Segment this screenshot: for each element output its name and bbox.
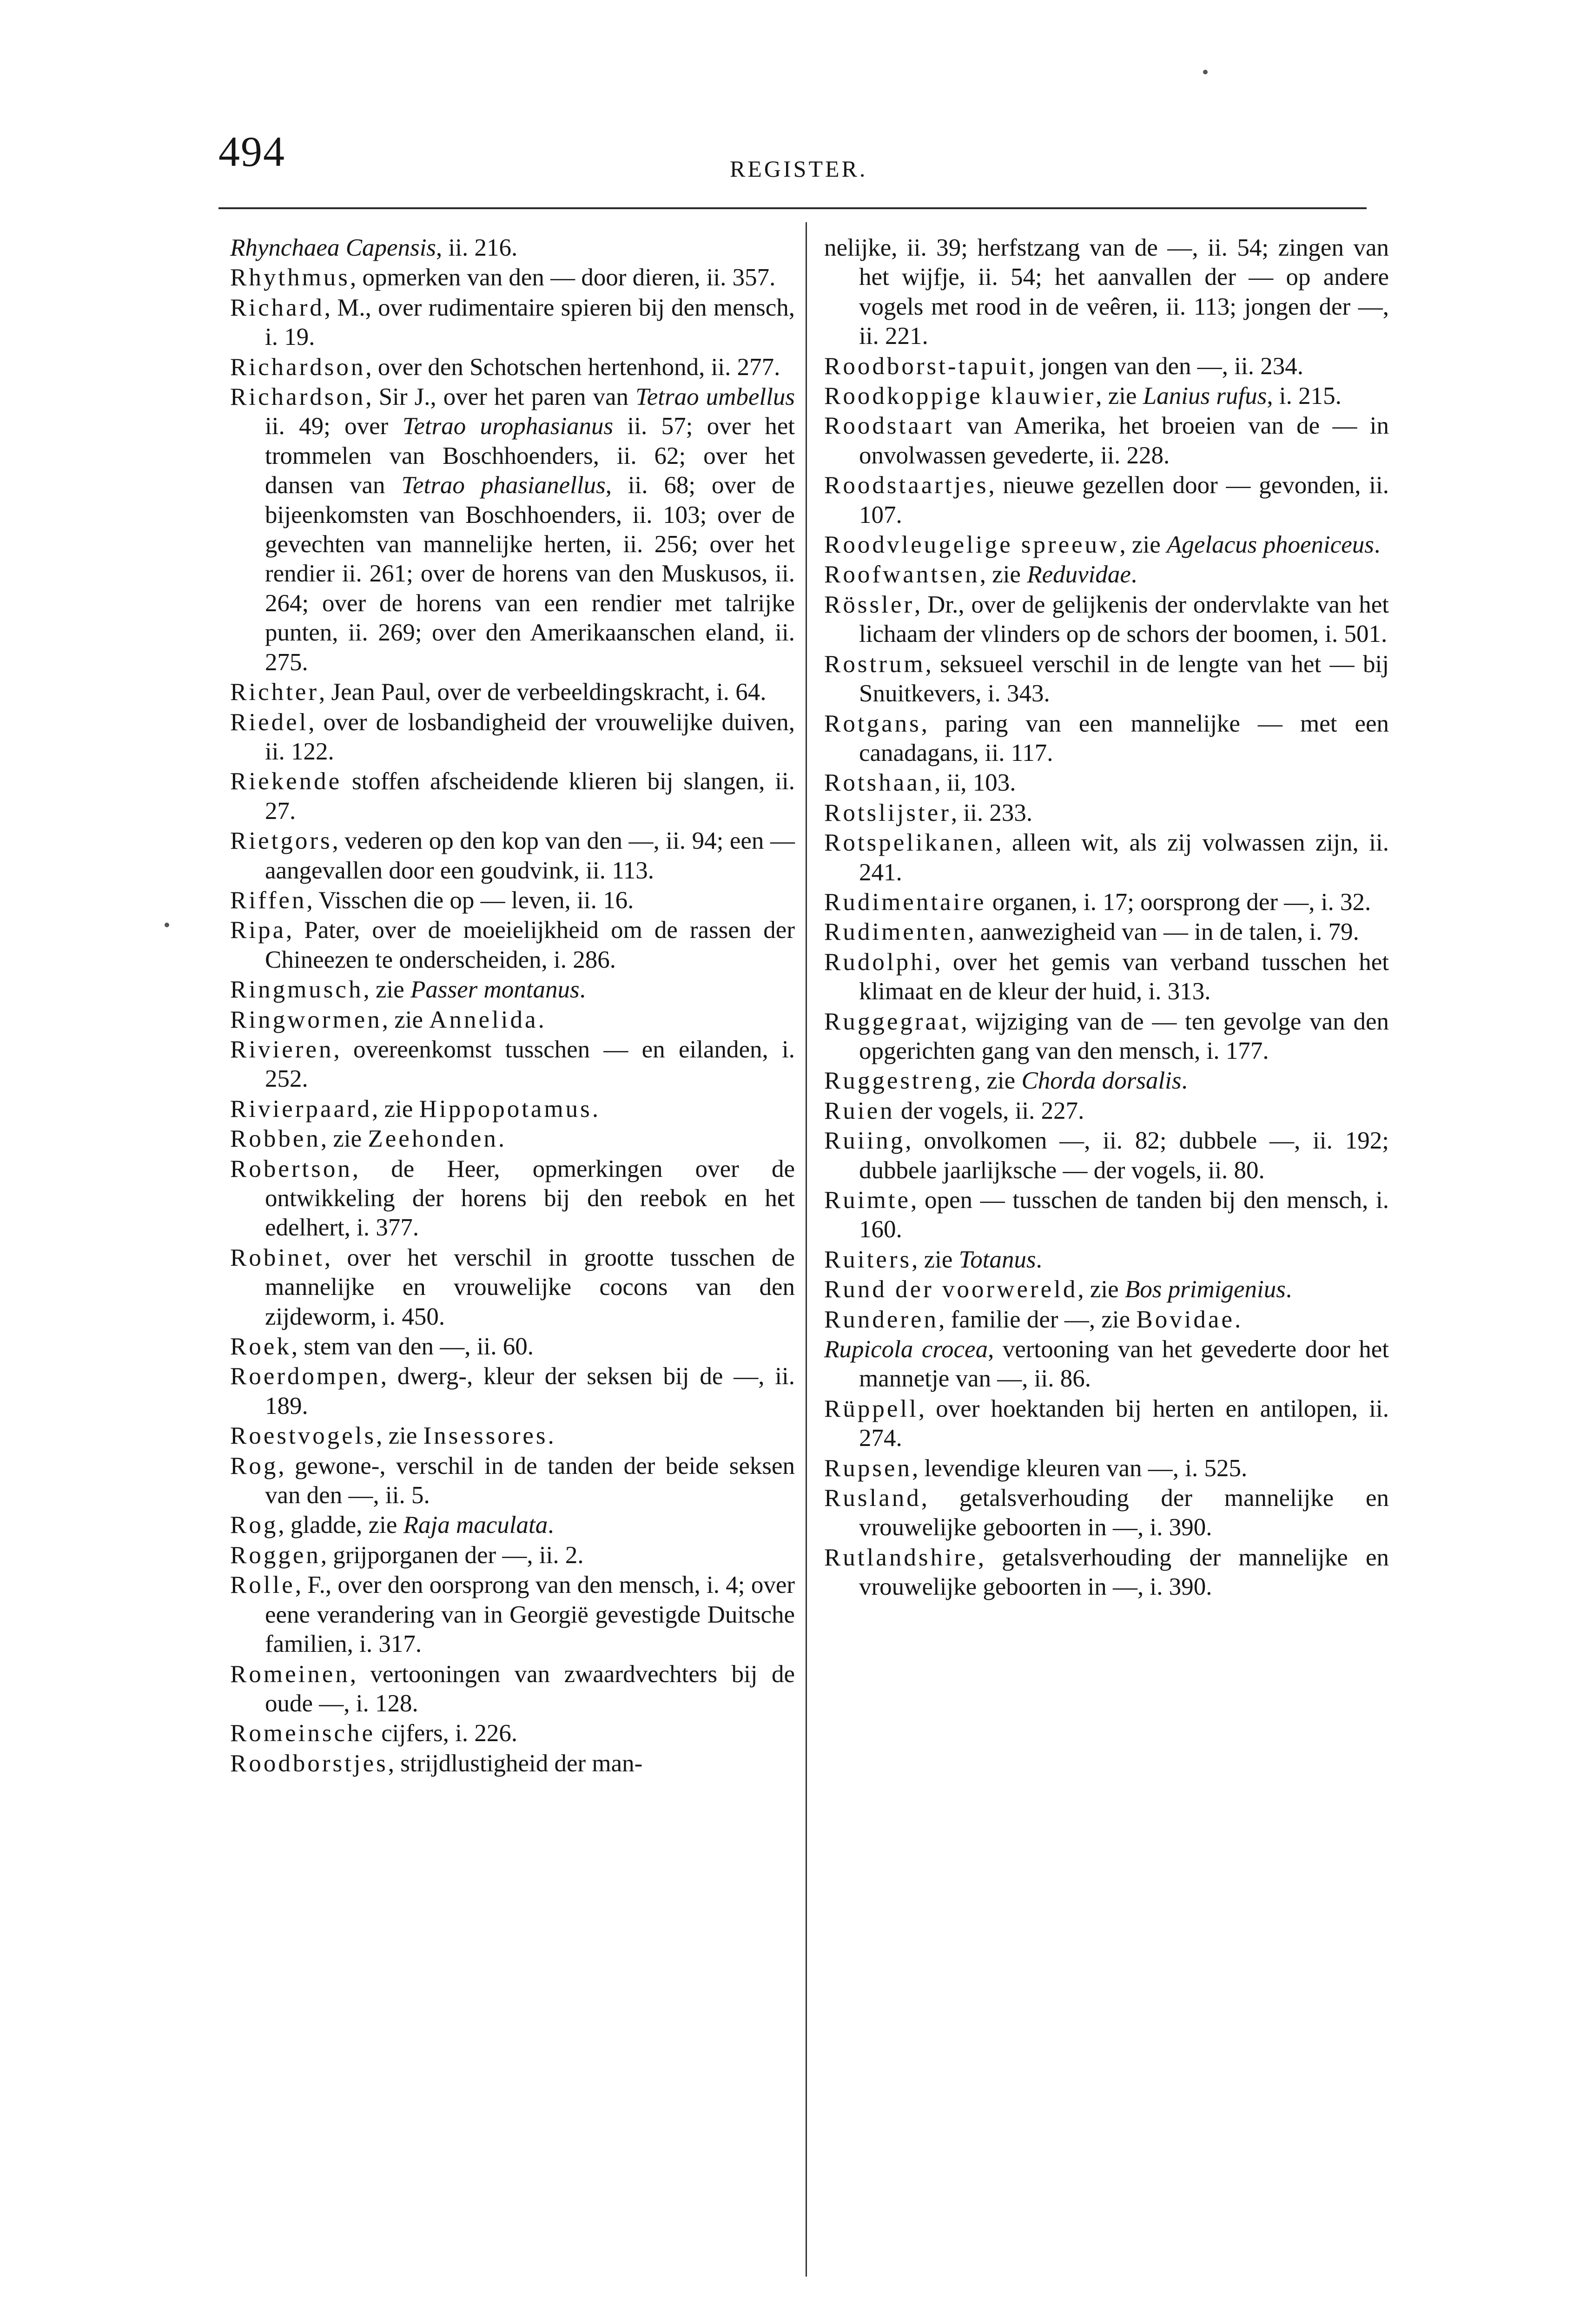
entry-italic-term: Totanus — [958, 1246, 1036, 1273]
entry-headword: Robben — [230, 1125, 321, 1153]
entry-text: , levendige kleuren van —, i. 525. — [912, 1454, 1248, 1482]
index-entry — [230, 1124, 795, 1154]
entry-headword: Riedel — [230, 708, 309, 736]
index-entry — [230, 263, 795, 292]
entry-headword: Ruimte — [824, 1187, 911, 1214]
index-entry — [824, 1186, 1389, 1245]
index-entry — [824, 799, 1389, 828]
entry-headword: Roofwantsen — [824, 561, 980, 588]
entry-text: , stem van den —, ii. 60. — [291, 1333, 534, 1360]
entry-headword: Rusland — [824, 1485, 921, 1512]
entry-text: , overeenkomst tusschen — en eilanden, i. 252. — [265, 1036, 795, 1093]
entry-headword: Riffen — [230, 886, 307, 914]
index-entry — [824, 948, 1389, 1007]
entry-headword: Ruiters — [824, 1246, 912, 1273]
entry-headword: Richter — [230, 679, 319, 706]
entry-text: , vederen op den kop van den —, ii. 94; een — aangevallen door een goudvink, ii. 113. — [265, 827, 795, 884]
entry-headword: Runderen — [824, 1306, 939, 1333]
index-entry — [230, 678, 795, 707]
entry-text: der vogels, ii. 227. — [894, 1097, 1084, 1124]
entry-headword: Rietgors — [230, 827, 332, 855]
entry-text: , opmerken van den — door dieren, ii. 357. — [350, 264, 776, 291]
entry-text: , zie — [974, 1067, 1022, 1095]
entry-text: ii. 57; over het trommelen van Boschhoenders, ii. 62; over het dansen van — [265, 413, 795, 499]
entry-text: , zie — [979, 561, 1027, 588]
entry-headword: Roodborst-tapuit — [824, 352, 1029, 380]
entry-headword: Ruiing — [824, 1127, 905, 1155]
index-entry — [230, 1005, 795, 1035]
index-entry — [230, 975, 795, 1004]
entry-headword: Ruggestreng — [824, 1067, 974, 1095]
entry-text: . — [1285, 1276, 1292, 1303]
index-entry — [824, 590, 1389, 649]
entry-text: , wijziging van de — ten gevolge van den opgerichten gang van den mensch, i. 177. — [859, 1008, 1389, 1064]
index-entry — [230, 293, 795, 352]
entry-text: cijfers, i. 226. — [375, 1720, 518, 1747]
entry-text: . — [592, 1095, 599, 1122]
entry-italic-term: Bos primigenius — [1124, 1276, 1286, 1303]
index-entry — [230, 1155, 795, 1243]
index-entry — [230, 383, 795, 677]
entry-text: , F., over den oorsprong van den mensch, i. 4; over eene verandering van in Georgië gevestigde Duitsche familien, i. 317. — [265, 1571, 795, 1658]
entry-text: , over het gemis van verband tusschen het klimaat en de kleur der huid, i. 313. — [859, 948, 1389, 1005]
entry-text: , zie — [1077, 1276, 1125, 1303]
entry-text: , ii. 68; over de bijeenkomsten van Boschhoenders, ii. 103; over de gevechten van mannelijke herten, ii. 256; over het rendier ii. 261; over de horens van den Muskusos, ii. 264; over de horens van een rendier met talrijke punten, ii. 269; over den Amerikaanschen eland, ii. 275. — [265, 472, 795, 676]
index-entry — [824, 560, 1389, 589]
index-entry — [824, 1275, 1389, 1304]
entry-italic-term: Tetrao phasianellus — [401, 472, 606, 499]
entry-headword: Rutlandshire — [824, 1544, 978, 1571]
entry-text: , dwerg-, kleur der seksen bij de —, ii. 189. — [265, 1363, 795, 1419]
entry-text: , zie — [372, 1095, 419, 1122]
entry-text: , ii. 216. — [436, 234, 518, 261]
entry-text: , ii. 233. — [951, 799, 1033, 826]
entry-headword: Hippopotamus — [419, 1095, 592, 1122]
entry-headword: Rudolphi — [824, 948, 935, 976]
entry-headword: Rund der voorwereld — [824, 1276, 1078, 1303]
index-entry — [230, 1660, 795, 1719]
index-entry — [824, 1126, 1389, 1185]
entry-text: . — [548, 1512, 554, 1539]
index-entry — [230, 1035, 795, 1094]
entry-headword: Roodborstjes — [230, 1750, 388, 1777]
index-entry — [824, 828, 1389, 887]
entry-italic-term: Chorda dorsalis — [1021, 1067, 1182, 1095]
index-entry — [230, 1332, 795, 1361]
index-entry — [230, 353, 795, 382]
index-entry — [824, 471, 1389, 530]
entry-italic-term: Lanius rufus — [1143, 383, 1267, 410]
entry-text: , onvolkomen —, ii. 82; dubbele —, ii. 192; dubbele jaarlijksche — der vogels, ii. 80. — [859, 1127, 1389, 1184]
entry-text: . — [1234, 1306, 1241, 1333]
entry-headword: Richardson — [230, 353, 366, 381]
entry-text: , jongen van den —, ii. 234. — [1028, 352, 1303, 380]
index-entry — [824, 530, 1389, 560]
index-entry — [230, 1749, 795, 1778]
index-entry — [230, 1511, 795, 1540]
entry-italic-term: Passer montanus — [410, 976, 580, 1004]
index-entry — [824, 888, 1389, 917]
entry-headword: Roodstaartjes — [824, 472, 989, 499]
entry-text: , over de losbandigheid der vrouwelijke duiven, ii. 122. — [265, 708, 795, 765]
index-entry — [230, 1541, 795, 1570]
entry-text: , over den Schotschen hertenhond, ii. 277. — [365, 353, 780, 381]
entry-text: , zie — [382, 1006, 430, 1033]
entry-headword: Romeinen — [230, 1660, 350, 1688]
entry-headword: Rüppell — [824, 1395, 919, 1422]
entry-text: , alleen wit, als zij volwassen zijn, ii. 241. — [859, 829, 1389, 886]
entry-headword: Rupsen — [824, 1454, 912, 1482]
entry-headword: Ringmusch — [230, 976, 364, 1004]
entry-text: . — [1130, 561, 1137, 588]
entry-text: , getalsverhouding der mannelijke en vrouwelijke geboorten in —, i. 390. — [859, 1544, 1389, 1601]
index-entry — [230, 1095, 795, 1124]
entry-text: , paring van een mannelijke — met een canadagans, ii. 117. — [859, 710, 1389, 766]
index-entry — [230, 886, 795, 915]
index-entry — [230, 826, 795, 885]
entry-headword: Roodkoppige klauwier — [824, 383, 1096, 410]
index-entry — [824, 382, 1389, 411]
entry-italic-term: Tetrao umbellus — [635, 383, 795, 411]
entry-headword: Roestvogels — [230, 1422, 377, 1450]
entry-headword: Rotslijster — [824, 799, 951, 826]
entry-text: , zie — [1096, 383, 1143, 410]
index-entry — [230, 708, 795, 767]
entry-text: , over het verschil in grootte tusschen de mannelijke en vrouwelijke cocons van den zijdeworm, i. 450. — [265, 1244, 795, 1330]
entry-text: , zie — [376, 1422, 423, 1450]
index-entry — [824, 1335, 1389, 1394]
index-entry — [230, 233, 795, 263]
entry-text: . — [579, 976, 586, 1004]
entry-text: stoffen afscheidende klieren bij slangen, ii. 27. — [265, 768, 795, 825]
index-entry — [824, 352, 1389, 381]
entry-headword: Romeinsche — [230, 1720, 375, 1747]
entry-text: organen, i. 17; oorsprong der —, i. 32. — [986, 888, 1371, 916]
index-entry — [824, 1007, 1389, 1066]
entry-text: van Amerika, het broeien van de — in onvolwassen gevederte, ii. 228. — [859, 412, 1389, 469]
running-title: REGISTER. — [730, 156, 868, 182]
entry-text: . — [538, 1006, 544, 1033]
entry-headword: Richardson — [230, 383, 366, 411]
page-number: 494 — [218, 128, 285, 175]
index-entry — [824, 1454, 1389, 1483]
entry-text: , Pater, over de moeielijkheid om de rassen der Chineezen te onderscheiden, i. 286. — [265, 917, 795, 973]
entry-text: , gladde, zie — [278, 1512, 403, 1539]
entry-text: . — [548, 1422, 554, 1450]
entry-headword: Richard — [230, 294, 324, 321]
entry-headword: Rolle — [230, 1571, 295, 1599]
entry-text: . — [1181, 1067, 1188, 1095]
entry-headword: Rössler — [824, 591, 914, 618]
entry-headword: Rudimentaire — [824, 888, 986, 916]
entry-text: , ii, 103. — [934, 769, 1016, 797]
entry-italic-term: Rhynchaea Capensis — [230, 234, 436, 261]
index-entry — [824, 1305, 1389, 1334]
index-entry — [230, 767, 795, 826]
entry-headword: Ringwormen — [230, 1006, 382, 1033]
entry-text: , M., over rudimentaire spieren bij den mensch, i. 19. — [265, 294, 795, 351]
entry-text: nelijke, ii. 39; herfstzang van de —, ii. 54; zingen van het wijfje, ii. 54; het aanvallen der — op andere vogels met rood in de veêren, ii. 113; jongen der —, ii. 221. — [824, 234, 1389, 350]
entry-italic-term: Reduvidae — [1027, 561, 1131, 588]
entry-text: . — [1374, 531, 1381, 559]
entry-italic-term: Raja maculata — [403, 1512, 548, 1539]
index-entry — [824, 1484, 1389, 1543]
entry-headword: Riekende — [230, 768, 342, 795]
index-entry — [824, 1394, 1389, 1453]
entry-headword: Rivierpaard — [230, 1095, 372, 1122]
entry-text: , familie der —, zie — [939, 1306, 1137, 1333]
paper-speck — [1203, 70, 1208, 74]
index-entry — [230, 1362, 795, 1421]
entry-text: , vertooning van het gevederte door het mannetje van —, ii. 86. — [859, 1336, 1389, 1393]
paper-speck — [165, 923, 169, 927]
entry-text: , strijdlustigheid der man- — [388, 1750, 643, 1777]
entry-headword: Annelida — [429, 1006, 538, 1033]
entry-headword: Bovidae — [1136, 1306, 1235, 1333]
index-column-right — [824, 233, 1389, 1603]
index-entry — [824, 1096, 1389, 1126]
entry-headword: Ruien — [824, 1097, 895, 1124]
entry-text: , nieuwe gezellen door — gevonden, ii. 107. — [859, 472, 1389, 528]
entry-italic-term: Agelacus phoeniceus — [1166, 531, 1374, 559]
index-entry — [230, 1571, 795, 1659]
entry-headword: Rog — [230, 1452, 278, 1479]
entry-text: , zie — [1119, 531, 1167, 559]
index-entry — [824, 411, 1389, 470]
entry-text: ii. 49; over — [265, 413, 403, 440]
entry-text: , over hoektanden bij herten en antilopen, ii. 274. — [859, 1395, 1389, 1452]
entry-headword: Rotspelikanen — [824, 829, 996, 857]
index-entry — [824, 1543, 1389, 1602]
entry-text: , Dr., over de gelijkenis der ondervlakte van het lichaam der vlinders op de schors der boomen, i. 501. — [859, 591, 1389, 648]
entry-text: , open — tusschen de tanden bij den mensch, i. 160. — [859, 1187, 1389, 1243]
index-entry — [824, 768, 1389, 798]
entry-text: , aanwezigheid van — in de talen, i. 79. — [968, 918, 1359, 946]
entry-headword: Rhythmus — [230, 264, 350, 291]
entry-italic-term: Tetrao urophasianus — [402, 413, 614, 440]
entry-text: , i. 215. — [1267, 383, 1342, 410]
entry-headword: Rotshaan — [824, 769, 935, 797]
entry-headword: Roodstaart — [824, 412, 954, 440]
entry-text: , Sir J., over het paren van — [365, 383, 636, 411]
index-entry — [230, 1243, 795, 1332]
column-divider — [806, 222, 807, 2277]
entry-headword: Rotgans — [824, 710, 921, 737]
index-entry — [824, 233, 1389, 351]
entry-headword: Roodvleugelige spreeuw — [824, 531, 1120, 559]
entry-headword: Zeehonden — [368, 1125, 498, 1153]
entry-text: . — [498, 1125, 505, 1153]
entry-headword: Insessores — [423, 1422, 548, 1450]
entry-text: , Jean Paul, over de verbeeldingskracht, i. 64. — [319, 679, 767, 706]
entry-headword: Rudimenten — [824, 918, 968, 946]
index-column-left — [230, 233, 795, 1779]
entry-text: , gewone-, verschil in de tanden der beide seksen van den —, ii. 5. — [265, 1452, 795, 1509]
entry-headword: Roek — [230, 1333, 291, 1360]
index-entry — [824, 709, 1389, 768]
entry-text: , getalsverhouding der mannelijke en vrouwelijke geboorten in —, i. 390. — [859, 1485, 1389, 1541]
index-entry — [824, 650, 1389, 709]
entry-text: , zie — [320, 1125, 368, 1153]
entry-headword: Roggen — [230, 1541, 321, 1569]
entry-text: , seksueel verschil in de lengte van het — bij Snuitkevers, i. 343. — [859, 650, 1389, 707]
entry-text: . — [1036, 1246, 1042, 1273]
entry-text: , grijporganen der —, ii. 2. — [320, 1541, 584, 1569]
entry-headword: Roerdompen — [230, 1363, 381, 1390]
entry-text: , vertooningen van zwaardvechters bij de oude —, i. 128. — [265, 1660, 795, 1717]
index-entry — [230, 1719, 795, 1748]
entry-italic-term: Rupicola crocea — [824, 1336, 988, 1363]
entry-text: , Visschen die op — leven, ii. 16. — [306, 886, 634, 914]
entry-headword: Rog — [230, 1512, 278, 1539]
entry-headword: Robertson — [230, 1155, 352, 1182]
index-entry — [824, 1245, 1389, 1274]
entry-headword: Rostrum — [824, 650, 925, 678]
index-entry — [230, 1452, 795, 1511]
header-rule — [218, 207, 1367, 209]
entry-headword: Ruggegraat — [824, 1008, 961, 1035]
index-entry — [824, 918, 1389, 947]
entry-text: , de Heer, opmerkingen over de ontwikkeling der horens bij den reebok en het edelhert, i. 377. — [265, 1155, 795, 1241]
entry-headword: Rivieren — [230, 1036, 334, 1063]
index-entry — [824, 1066, 1389, 1096]
entry-text: , zie — [363, 976, 410, 1004]
entry-headword: Ripa — [230, 917, 286, 944]
entry-text: , zie — [912, 1246, 959, 1273]
entry-headword: Robinet — [230, 1244, 324, 1271]
index-entry — [230, 1421, 795, 1451]
index-entry — [230, 916, 795, 975]
